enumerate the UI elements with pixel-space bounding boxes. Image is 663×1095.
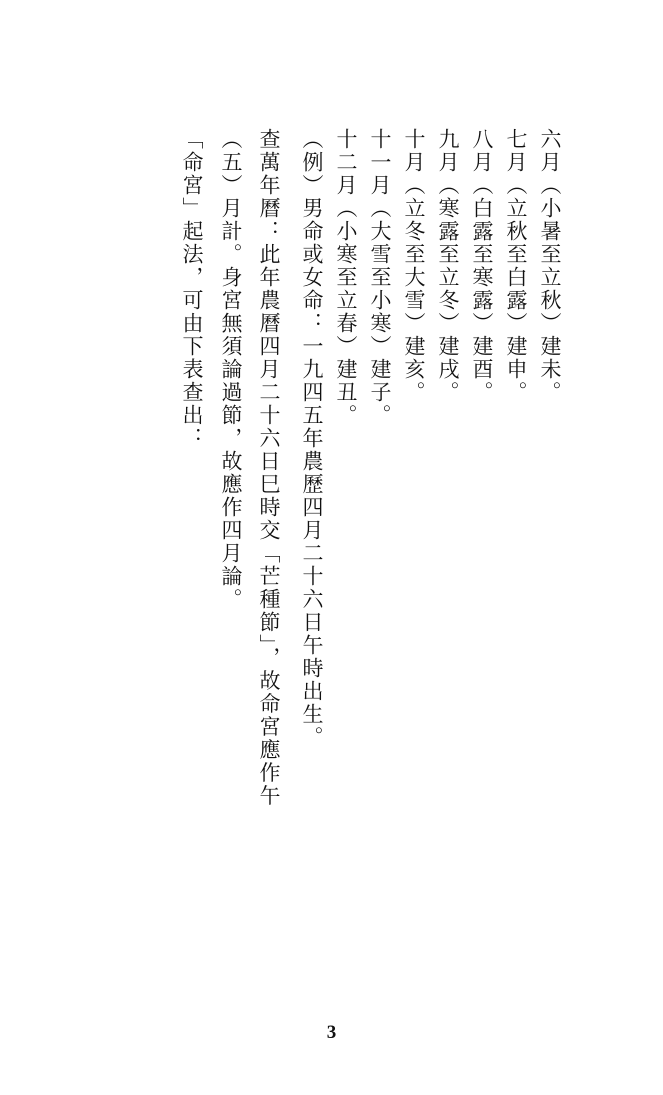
text-column-4: 九月（寒露至立冬）建戌。 [436, 128, 460, 404]
text-column-1: 六月（小暑至立秋）建未。 [538, 128, 562, 404]
text-column-8: （例）男命或女命：一九四五年農歷四月二十六日午時出生。 [300, 128, 324, 749]
text-column-7: 十二月（小寒至立春）建丑。 [334, 128, 358, 427]
text-column-3: 八月（白露至寒露）建酉。 [470, 128, 494, 404]
page-number: 3 [326, 1022, 337, 1043]
text-column-5: 十月（立冬至大雪）建亥。 [402, 128, 426, 404]
text-column-6: 十一月（大雪至小寒）建子。 [368, 128, 392, 427]
text-column-10: （五）月計。身宮無須論過節，故應作四月論。 [219, 128, 243, 611]
text-column-11: 「命宮」起法，可由下表查出： [180, 128, 204, 450]
text-column-2: 七月（立秋至白露）建申。 [504, 128, 528, 404]
text-column-9: 查萬年曆：此年農曆四月二十六日巳時交「芒種節」，故命宮應作午 [257, 128, 281, 808]
